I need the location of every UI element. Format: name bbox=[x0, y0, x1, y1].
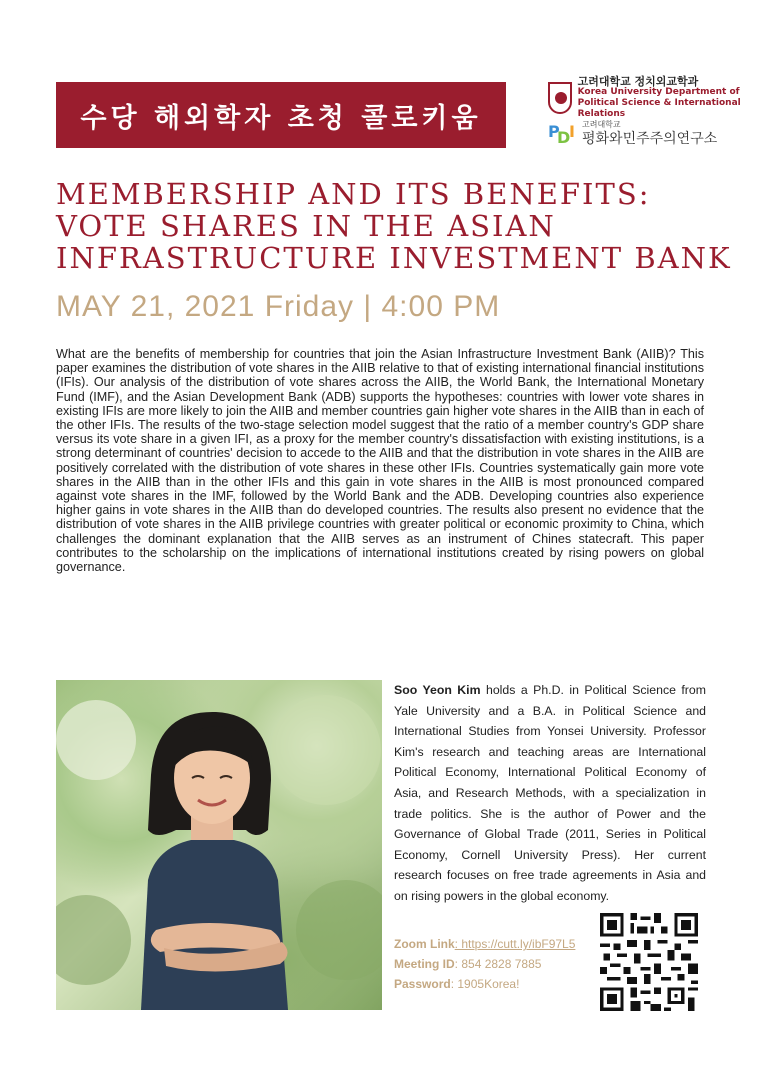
title-line-3: INFRASTRUCTURE INVESTMENT BANK bbox=[56, 241, 732, 275]
title-line-2: VOTE SHARES IN THE ASIAN bbox=[56, 209, 556, 243]
abstract-text: What are the benefits of membership for countries that join the Asian Infrastructure Investment Bank (AIIB)? This paper examines the distribution of vote shares in the AIIB relative to that of existing international financial institutions (IFIs). Our analysis of the distribution of vote shares across the AIIB, the World Bank, the International Monetary Fund (IMF), and the Asian Development Bank (ADB) supports the hypotheses: countries with lower vote shares in existing IFIs are more likely to join the AIIB and member countries gain higher vote shares in the AIIB than in each of the other IFIs. The results of the two-stage selection model suggest that the ratio of a member country's GDP share versus its vote share in a given IFI, as a proxy for the member country's dissatisfaction with existing institutions, is a strong determinant of countries' decision to accede to the AIIB and that the distribution in vote shares in the AIIB are positively correlated with the distribution of vote shares in these other IFIs. Countries systematically gain more vote shares in the AIIB than in the other IFIs and this gain in vote shares in the AIIB is most pronounced compared against vote shares in the IMF, followed by the World Bank and the ADB. Developing countries also experience higher gains in vote shares in the AIIB than do developed countries. The results also present no evidence that the distribution of vote shares in the AIIB privilege countries with greater political or economic proximity to China, which challenges the dominant explanation that the AIIB serves as an instrument of Chines statecraft. This paper contributes to the scholarship on the implications of international institutions created by rising powers on global governance. bbox=[56, 347, 704, 575]
speaker-bio-text: holds a Ph.D. in Political Science from Yale University and a B.A. in Political Science and International Studies from Yonsei University. Professor Kim's research and teaching areas are International Political Economy, International Political Economy of Asia, and Research Methods, with a specialization in trade politics. She is the author of Power and the Governance of Global Trade (2011, Series in Political Economy, Cornell University Press). Her current research focuses on free trade agreements in Asia and on rising powers in the global economy. bbox=[394, 683, 706, 903]
zoom-link[interactable]: : https://cutt.ly/ibF97L5 bbox=[454, 937, 576, 951]
talk-title bbox=[56, 178, 736, 274]
title-line-1: MEMBERSHIP AND ITS BENEFITS: bbox=[56, 177, 651, 211]
meeting-id: : 854 2828 7885 bbox=[454, 957, 542, 971]
zoom-info bbox=[394, 934, 614, 994]
speaker-portrait-illustration bbox=[56, 680, 382, 1010]
pdi-logo-icon: P D I bbox=[548, 122, 575, 147]
password-label: Password bbox=[394, 977, 451, 991]
speaker-bio bbox=[394, 680, 706, 907]
event-date: MAY 21, 2021 Friday | 4:00 PM bbox=[56, 290, 501, 323]
speaker-name: Soo Yeon Kim bbox=[394, 683, 481, 697]
department-korean-name: 고려대학교 정치외교학과 bbox=[577, 75, 699, 88]
speaker-photo bbox=[56, 680, 382, 1010]
department-logo bbox=[548, 76, 768, 120]
qr-code-icon[interactable] bbox=[600, 913, 698, 1011]
department-english-line2: Political Science & International Relations bbox=[577, 98, 741, 119]
university-crest-icon bbox=[548, 82, 572, 114]
colloquium-banner bbox=[56, 82, 506, 148]
banner-text: 수당 해외학자 초청 콜로키움 bbox=[80, 102, 482, 134]
institute-logo bbox=[548, 120, 717, 148]
zoom-link-label: Zoom Link bbox=[394, 937, 455, 951]
institute-name: 평화와민주주의연구소 bbox=[582, 131, 718, 147]
institute-university: 고려대학교 bbox=[582, 120, 621, 129]
meeting-id-label: Meeting ID bbox=[394, 957, 455, 971]
password-value: : 1905Korea! bbox=[450, 977, 520, 991]
department-english-line1: Korea University Department of bbox=[577, 87, 740, 97]
